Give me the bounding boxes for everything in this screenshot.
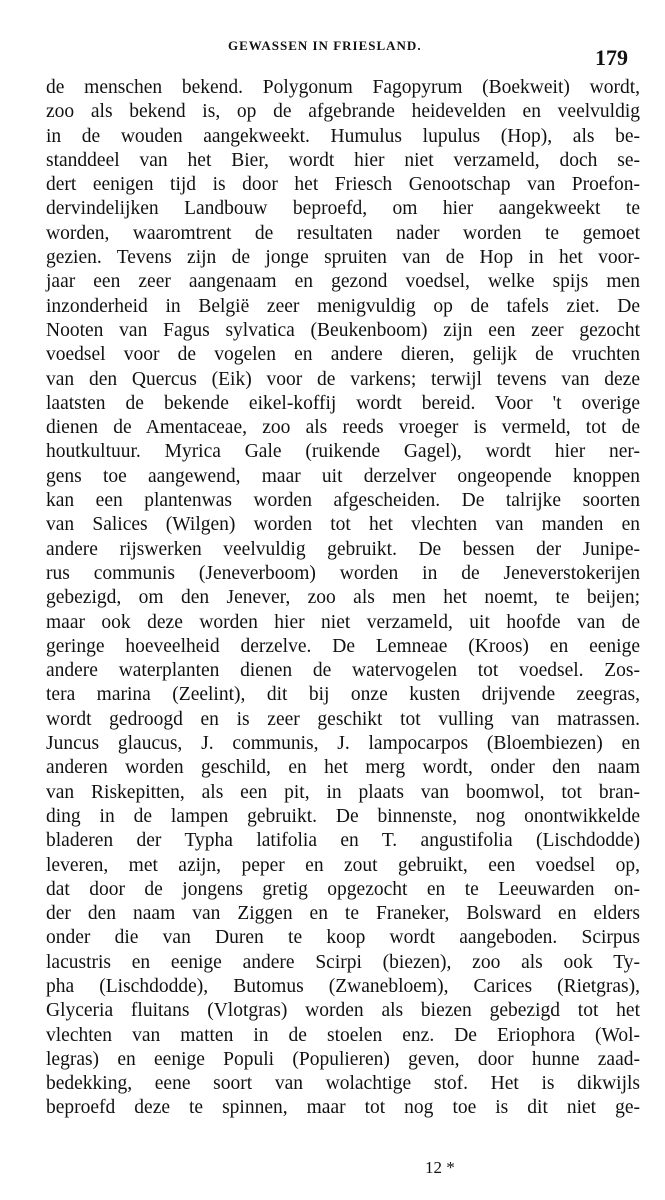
- text-line: gebezigd, om den Jenever, zoo als men het noemt, te beijen;: [46, 587, 640, 609]
- text-line: ding in de lampen gebruikt. De binnenste, nog onontwikkelde: [46, 805, 640, 827]
- text-line: bedekking, eene soort van wolachtige stof. Het is dikwijls: [46, 1073, 640, 1095]
- text-line: in de wouden aangekweekt. Humulus lupulus (Hop), als be-: [46, 125, 640, 147]
- text-line: dienen de Amentaceae, zoo als reeds vroeger is vermeld, tot de: [46, 417, 640, 439]
- text-line: de menschen bekend. Polygonum Fagopyrum (Boekweit) wordt,: [46, 77, 640, 98]
- text-line: jaar een zeer aangenaam en gezond voedsel, welke spijs men: [46, 271, 640, 293]
- text-line: andere waterplanten dienen de watervogelen tot voedsel. Zos-: [46, 660, 640, 682]
- text-line: leveren, met azijn, peper en zout gebruikt, een voedsel op,: [46, 854, 640, 876]
- text-line: kan een plantenwas worden afgescheiden. De talrijke soorten: [46, 490, 640, 512]
- text-line: dat door de jongens gretig opgezocht en te Leeuwarden on-: [46, 878, 640, 900]
- text-line: anderen worden geschild, en het merg wordt, onder den naam: [46, 757, 640, 779]
- text-line: vlechten van matten in de stoelen enz. De Eriophora (Wol-: [46, 1024, 640, 1046]
- text-line: andere rijswerken veelvuldig gebruikt. De bessen der Junipe-: [46, 538, 640, 560]
- text-line: Juncus glaucus, J. communis, J. lampocarpos (Bloembiezen) en: [46, 733, 640, 755]
- text-line: inzonderheid in België zeer menigvuldig op de tafels ziet. De: [46, 295, 640, 317]
- text-line: van Salices (Wilgen) worden tot het vlechten van manden en: [46, 514, 640, 536]
- text-line: tera marina (Zeelint), dit bij onze kusten drijvende zeegras,: [46, 684, 640, 706]
- text-line: beproefd deze te spinnen, maar tot nog toe is dit niet ge-: [46, 1097, 640, 1119]
- signature-mark: 12 *: [425, 1158, 455, 1177]
- text-line: legras) en eenige Populi (Populieren) geven, door hunne zaad-: [46, 1048, 640, 1070]
- text-line: van den Quercus (Eik) voor de varkens; terwijl tevens van deze: [46, 368, 640, 390]
- text-line: gezien. Tevens zijn de jonge spruiten van de Hop in het voor-: [46, 247, 640, 269]
- text-line: pha (Lischdodde), Butomus (Zwanebloem), Carices (Rietgras),: [46, 975, 640, 997]
- text-line: zoo als bekend is, op de afgebrande heidevelden en veelvuldig: [46, 101, 640, 123]
- text-line: bladeren der Typha latifolia en T. angustifolia (Lischdodde): [46, 830, 640, 852]
- text-line: gens toe aangewend, maar uit derzelver ongeopende knoppen: [46, 465, 640, 487]
- page-number: 179: [595, 45, 628, 70]
- text-line: laatsten de bekende eikel-koffij wordt bereid. Voor 't overige: [46, 392, 640, 414]
- text-line: dert eenigen tijd is door het Friesch Genootschap van Proefon-: [46, 174, 640, 196]
- text-line: houtkultuur. Myrica Gale (ruikende Gagel), wordt hier ner-: [46, 441, 640, 463]
- text-line: standdeel van het Bier, wordt hier niet verzameld, doch se-: [46, 149, 640, 171]
- text-line: worden, waaromtrent de resultaten nader worden te gemoet: [46, 222, 640, 244]
- body-text: [46, 76, 640, 1121]
- text-line: voedsel voor de vogelen en andere dieren, gelijk de vruchten: [46, 344, 640, 366]
- text-line: dervindelijken Landbouw beproefd, om hier aangekweekt te: [46, 198, 640, 220]
- text-line: geringe hoeveelheid derzelve. De Lemneae (Kroos) en eenige: [46, 635, 640, 657]
- text-line: der den naam van Ziggen en te Franeker, Bolsward en elders: [46, 903, 640, 925]
- text-line: wordt gedroogd en is zeer geschikt tot vulling van matrassen.: [46, 708, 640, 730]
- text-line: van Riskepitten, als een pit, in plaats van boomwol, tot bran-: [46, 781, 640, 803]
- running-head: GEWASSEN IN FRIESLAND.: [228, 38, 422, 53]
- text-line: lacustris en eenige andere Scirpi (biezen), zoo als ook Ty-: [46, 951, 640, 973]
- text-line: maar ook deze worden hier niet verzameld, uit hoofde van de: [46, 611, 640, 633]
- text-line: onder die van Duren te koop wordt aangeboden. Scirpus: [46, 927, 640, 949]
- text-line: Nooten van Fagus sylvatica (Beukenboom) zijn een zeer gezocht: [46, 319, 640, 341]
- text-line: rus communis (Jeneverboom) worden in de Jeneverstokerijen: [46, 562, 640, 584]
- text-line: Glyceria fluitans (Vlotgras) worden als biezen gebezigd tot het: [46, 1000, 640, 1022]
